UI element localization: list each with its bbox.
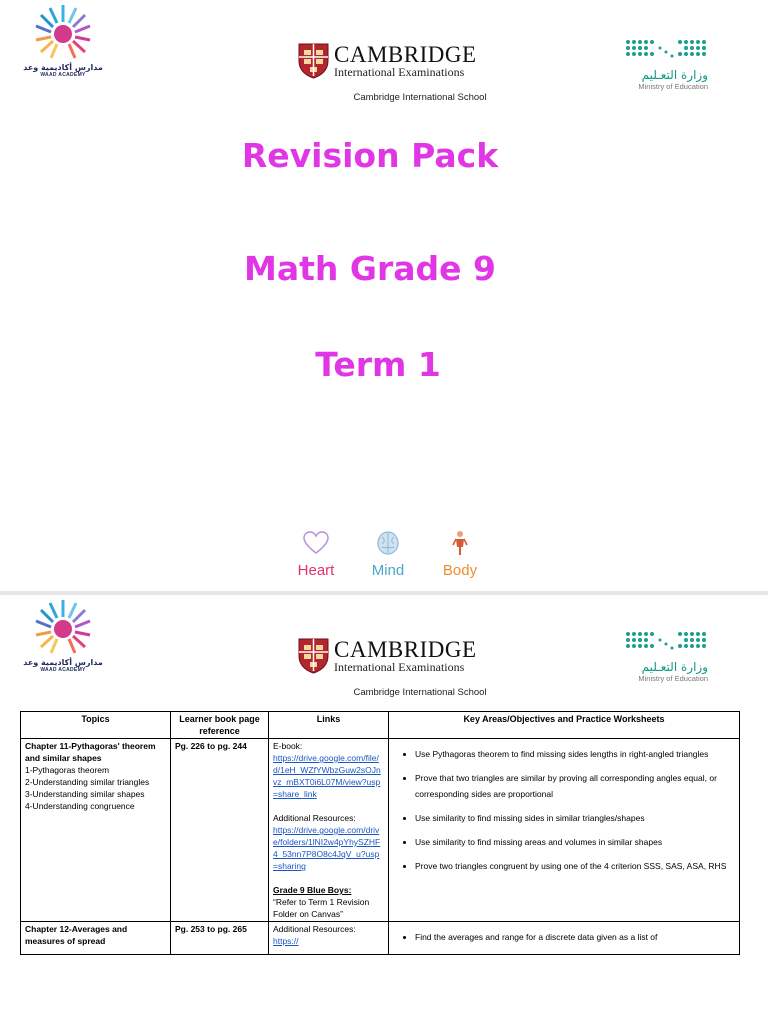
table-row bbox=[21, 739, 740, 922]
blue-boys-note: “Refer to Term 1 Revision Folder on Canvas” bbox=[273, 897, 370, 919]
header-objectives: Key Areas/Objectives and Practice Worksheets bbox=[389, 712, 740, 739]
objective-item: • Prove two triangles congruent by using one of the 4 criterion SSS, SAS, ASA, RHS bbox=[415, 858, 735, 874]
ministry-logo-page2 bbox=[608, 630, 708, 683]
resources-label: Additional Resources: bbox=[273, 924, 356, 934]
waad-arabic-name: مدارس أكاديمية وعد bbox=[23, 658, 103, 667]
page-reference: Pg. 253 to pg. 265 bbox=[171, 922, 269, 955]
resources-link[interactable]: https:// bbox=[273, 936, 299, 946]
revision-pack-title: Revision Pack bbox=[241, 136, 499, 175]
objectives-cell bbox=[389, 739, 740, 922]
cambridge-school: Cambridge International School bbox=[353, 687, 487, 698]
ebook-label: E-book: bbox=[273, 741, 303, 751]
cambridge-name: CAMBRIDGE bbox=[334, 636, 477, 662]
ministry-arabic-name: وزارة التعـليم bbox=[641, 660, 708, 674]
cambridge-shield-icon bbox=[298, 43, 329, 79]
links-cell bbox=[269, 739, 389, 922]
topic-title: Chapter 12-Averages and measures of spread bbox=[25, 924, 128, 946]
topic-cell bbox=[21, 922, 171, 955]
cambridge-subtitle: International Examinations bbox=[334, 659, 465, 674]
page-reference: Pg. 226 to pg. 244 bbox=[171, 739, 269, 922]
objective-item: • Use similarity to find missing sides in similar triangles/shapes bbox=[415, 810, 735, 826]
heart-icon bbox=[302, 530, 330, 556]
topic-item: 2-Understanding similar triangles bbox=[25, 777, 150, 787]
waad-arabic-name: مدارس أكاديمية وعد bbox=[23, 63, 103, 72]
heart-label: Heart bbox=[297, 562, 335, 579]
objective-item: • Prove that two triangles are similar by proving all corresponding angles equal, or corresponding sides are proportional bbox=[415, 770, 735, 802]
waad-academy-logo bbox=[18, 2, 108, 78]
ministry-english-name: Ministry of Education bbox=[638, 674, 708, 683]
revision-topics-table bbox=[20, 711, 740, 955]
objective-item: • Find the averages and range for a discrete data given as a list of bbox=[415, 929, 735, 945]
header-page-reference: Learner book page reference bbox=[171, 712, 269, 739]
waad-sunburst-icon bbox=[32, 597, 94, 657]
ministry-logo bbox=[608, 38, 708, 91]
links-cell bbox=[269, 922, 389, 955]
topic-cell bbox=[21, 739, 171, 922]
ministry-dots-icon bbox=[624, 38, 708, 66]
table-header-row bbox=[21, 712, 740, 739]
ebook-link[interactable]: https://drive.google.com/file/d/1eH_WZfYWbzGuw2sOJnvz_mBXT0i6L07M/view?usp=share_link bbox=[273, 753, 381, 799]
ministry-english-name: Ministry of Education bbox=[638, 82, 708, 91]
header-links: Links bbox=[269, 712, 389, 739]
ministry-dots-icon bbox=[624, 630, 708, 658]
ministry-arabic-name: وزارة التعـليم bbox=[641, 68, 708, 82]
body-figure-icon bbox=[450, 530, 470, 556]
cambridge-logo-page2 bbox=[298, 638, 518, 698]
waad-sunburst-icon bbox=[32, 2, 94, 62]
blue-boys-label: Grade 9 Blue Boys: bbox=[273, 885, 352, 895]
resources-link[interactable]: https://drive.google.com/drive/folders/1lNI2w4pYhySZHF4_53nn7P8O8c4JqV_u?usp=sharing bbox=[273, 825, 381, 871]
mind-label: Mind bbox=[371, 562, 405, 579]
cambridge-subtitle: International Examinations bbox=[334, 64, 465, 79]
waad-english-name: WAAD ACADEMY bbox=[40, 72, 86, 78]
waad-academy-logo-page2 bbox=[18, 597, 108, 673]
waad-english-name: WAAD ACADEMY bbox=[40, 667, 86, 673]
cambridge-school: Cambridge International School bbox=[353, 92, 487, 103]
subject-title: Math Grade 9 bbox=[244, 249, 496, 288]
topic-title: Chapter 11-Pythagoras' theorem and similar shapes bbox=[25, 741, 156, 763]
header-topics: Topics bbox=[21, 712, 171, 739]
heart-mind-body-logo bbox=[280, 530, 496, 579]
body-label: Body bbox=[442, 562, 478, 579]
cambridge-name: CAMBRIDGE bbox=[334, 41, 477, 67]
table-row bbox=[21, 922, 740, 955]
term-title: Term 1 bbox=[315, 345, 441, 384]
objective-item: • Use similarity to find missing areas and volumes in similar shapes bbox=[415, 834, 735, 850]
cambridge-shield-icon bbox=[298, 638, 329, 674]
cambridge-logo bbox=[298, 43, 518, 103]
topic-item: 1-Pythagoras theorem bbox=[25, 765, 110, 775]
brain-icon bbox=[374, 530, 402, 556]
objective-item: • Use Pythagoras theorem to find missing sides lengths in right-angled triangles bbox=[415, 746, 735, 762]
topic-item: 4-Understanding congruence bbox=[25, 801, 135, 811]
topic-item: 3-Understanding similar shapes bbox=[25, 789, 145, 799]
resources-label: Additional Resources: bbox=[273, 813, 356, 823]
objectives-cell bbox=[389, 922, 740, 955]
page-divider bbox=[0, 591, 768, 595]
